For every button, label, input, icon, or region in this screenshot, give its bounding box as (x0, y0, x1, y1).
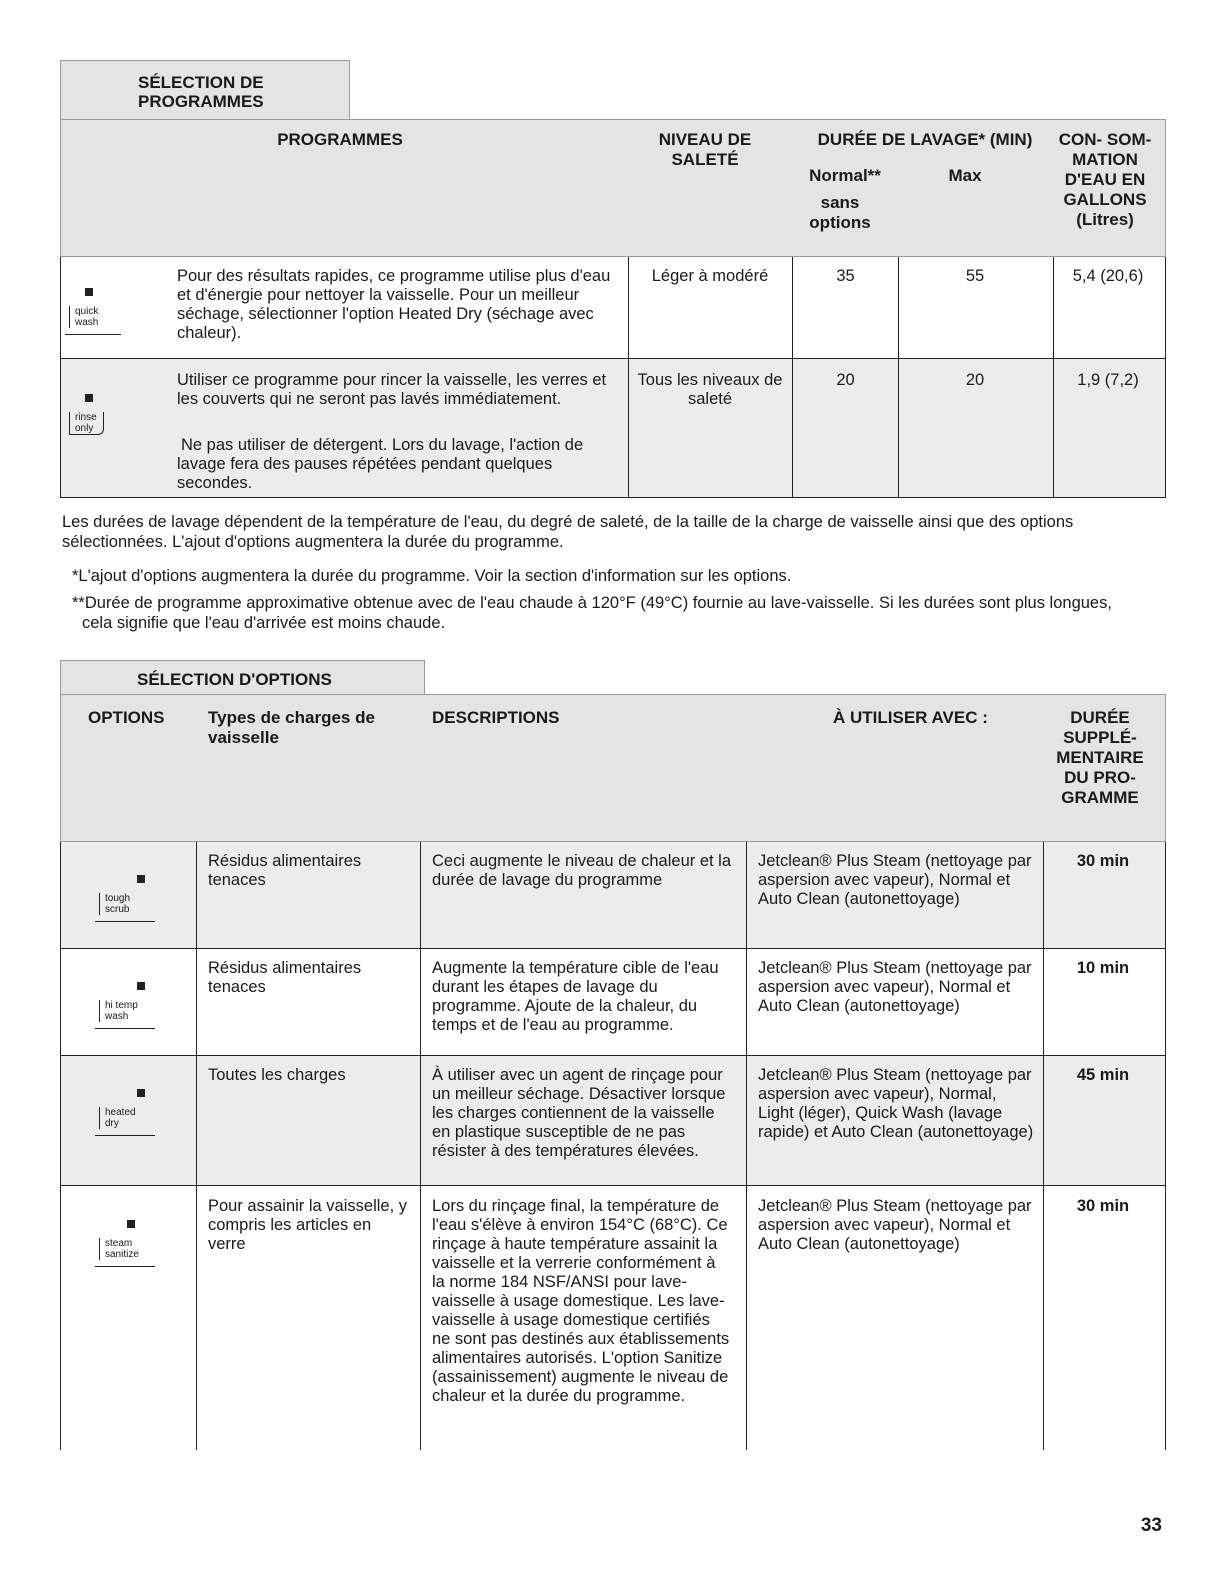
footnote-1: *L'ajout d'options augmentera la durée du programme. Voir la section d'information sur les options. (72, 567, 792, 585)
option-types: Résidus alimentaires tenaces (208, 852, 362, 889)
programme-max: 55 (965, 267, 985, 285)
option-duree: 30 min (1076, 1197, 1130, 1215)
row-divider (60, 1055, 1166, 1056)
option-utiliser: Jetclean® Plus Steam (nettoyage par aspersion avec vapeur), Normal, Light (léger), Quick Wash (lavage rapide) et Auto Clean (autonettoyage) (758, 1066, 1034, 1141)
heated-dry-icon[interactable]: heated dry (95, 1089, 155, 1139)
programme-normal: 35 (836, 267, 855, 285)
column-divider (420, 842, 421, 1450)
option-duree: 10 min (1076, 959, 1130, 977)
options-tab-title: SÉLECTION D'OPTIONS (60, 660, 425, 695)
column-divider (628, 257, 629, 498)
option-types: Résidus alimentaires tenaces (208, 959, 362, 996)
programme-description: Pour des résultats rapides, ce programme utilise plus d'eau et d'énergie pour nettoyer la vaisselle. Pour un meilleur séchage, sélectionner l'option Heated Dry (séchage avec chaleur). (177, 267, 611, 342)
normal-header: Normal** (809, 166, 881, 185)
max-header: Max (948, 166, 982, 185)
column-divider (1043, 842, 1044, 1450)
option-duree: 30 min (1076, 852, 1130, 870)
row-divider (60, 1185, 1166, 1186)
programme-conso: 1,9 (7,2) (1077, 371, 1139, 389)
option-utiliser: Jetclean® Plus Steam (nettoyage par aspersion avec vapeur), Normal et Auto Clean (autonettoyage) (758, 1197, 1032, 1253)
column-divider (196, 842, 197, 1450)
row-divider (60, 358, 1166, 359)
hi-temp-wash-icon[interactable]: hi temp wash (95, 982, 155, 1032)
sans-options-header: sans options (809, 193, 871, 232)
programmes-header: PROGRAMMES (277, 130, 403, 149)
column-divider (898, 257, 899, 498)
programme-niveau: Tous les niveaux de saleté (637, 371, 783, 408)
duree-header: DURÉE DE LAVAGE* (MIN) (817, 130, 1033, 149)
option-types: Pour assainir la vaisselle, y compris les articles en verre (208, 1197, 407, 1253)
utiliser-header: À UTILISER AVEC : (833, 708, 988, 727)
option-description: Augmente la température cible de l'eau durant les étapes de lavage du programme. Ajoute de la chaleur, du temps et de l'eau au programme. (432, 959, 719, 1034)
duree-supp-header: DURÉE SUPPLÉ- MENTAIRE DU PRO- GRAMME (1056, 708, 1144, 807)
quick-wash-icon[interactable]: quick wash (65, 288, 125, 338)
option-description: Lors du rinçage final, la température de l'eau s'élève à environ 154°C (68°C). Ce rinçage à haute température assainit la vaisselle et la verrerie conformément à la norme 184 NSF/ANSI pour lave-vaisselle à usage domestique. Les lave-vaisselle à usage domestique certifiés ne sont pas destinés aux établissements alimentaires autorisés. L'option Sanitize (assainissement) augmente le niveau de chaleur et la durée du programme. (432, 1197, 730, 1405)
tough-scrub-icon[interactable]: tough scrub (95, 875, 155, 925)
option-types: Toutes les charges (208, 1066, 346, 1084)
table-border (1165, 842, 1166, 1450)
programme-description: Utiliser ce programme pour rincer la vaisselle, les verres et les couverts qui ne seront pas lavés immédiatement. (177, 371, 607, 408)
table-border (60, 842, 61, 1450)
option-duree: 45 min (1076, 1066, 1130, 1084)
descriptions-header: DESCRIPTIONS (432, 708, 560, 727)
table-border (60, 257, 61, 498)
column-divider (746, 842, 747, 1450)
programme-max: 20 (965, 371, 985, 389)
column-divider (1053, 257, 1054, 498)
options-header: OPTIONS (88, 708, 165, 727)
types-header: Types de charges de vaisselle (208, 708, 375, 747)
programme-niveau: Léger à modéré (651, 267, 769, 285)
steam-sanitize-icon[interactable]: steam sanitize (95, 1220, 155, 1270)
niveau-header: NIVEAU DE SALETÉ (658, 130, 752, 169)
rinse-only-icon[interactable]: rinse only (65, 394, 125, 444)
column-divider (792, 257, 793, 498)
programmes-tab-title: SÉLECTION DE PROGRAMMES (60, 60, 350, 120)
footnote-2: **Durée de programme approximative obtenue avec de l'eau chaude à 120°F (49°C) fournie au lave-vaisselle. Si les durées sont plus longues, cela signifie que l'eau d'arrivée est moins chaude. (72, 594, 1112, 632)
table-border (1165, 257, 1166, 498)
duration-note: Les durées de lavage dépendent de la température de l'eau, du degré de saleté, de la taille de la charge de vaisselle ainsi que des options sélectionnées. L'ajout d'options augmentera la durée du programme. (62, 513, 1074, 551)
programme-conso: 5,4 (20,6) (1072, 267, 1144, 285)
programme-description-note: Ne pas utiliser de détergent. Lors du lavage, l'action de lavage fera des pauses répétées pendant quelques secondes. (177, 436, 584, 492)
programme-normal: 20 (836, 371, 855, 389)
option-description: Ceci augmente le niveau de chaleur et la durée de lavage du programme (432, 852, 732, 889)
conso-header: CON- SOM- MATION D'EAU EN GALLONS (Litres) (1058, 130, 1152, 229)
option-utiliser: Jetclean® Plus Steam (nettoyage par aspersion avec vapeur), Normal et Auto Clean (autonettoyage) (758, 852, 1032, 908)
page-number: 33 (1140, 1515, 1162, 1536)
option-utiliser: Jetclean® Plus Steam (nettoyage par aspersion avec vapeur), Normal et Auto Clean (autonettoyage) (758, 959, 1032, 1015)
option-description: À utiliser avec un agent de rinçage pour un meilleur séchage. Désactiver lorsque les charges contiennent de la vaisselle en plastique susceptible de ne pas résister à des températures élevées. (432, 1066, 726, 1160)
row-divider (60, 497, 1166, 498)
row-divider (60, 948, 1166, 949)
